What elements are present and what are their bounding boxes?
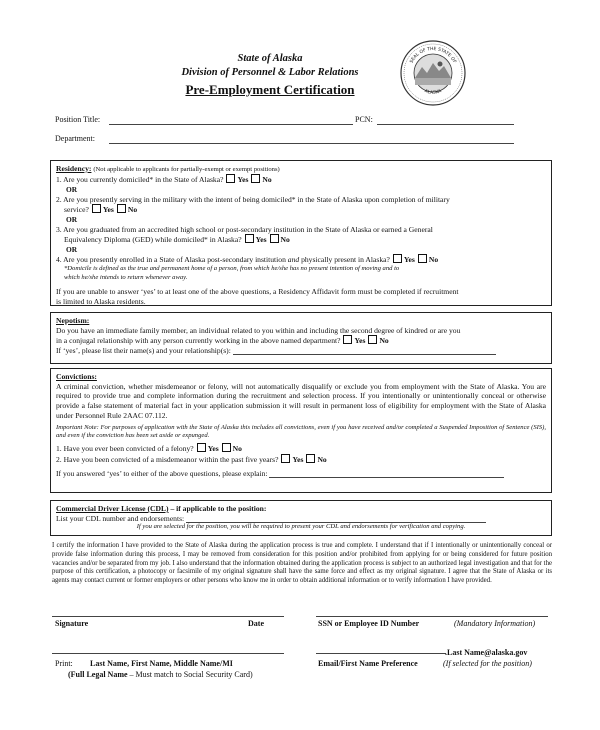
residency-q4-and: and [287, 255, 300, 265]
legal-name-tail: – Must match to Social Security Card) [129, 670, 253, 679]
yes-label: Yes [207, 444, 219, 454]
convictions-title: Convictions: [56, 372, 97, 381]
affidavit-line-1: If you are unable to answer ‘yes’ to at least one of the above questions, a Residency Affidavit form must be completed if recruitment [56, 287, 459, 297]
misdemeanor-no-checkbox[interactable] [306, 454, 315, 463]
residency-q4-yes-checkbox[interactable] [393, 254, 402, 263]
mandatory-note: (Mandatory Information) [454, 619, 536, 628]
residency-q2-no-checkbox[interactable] [117, 204, 126, 213]
or-label: OR [66, 185, 78, 195]
department-label: Department: [55, 134, 95, 143]
residency-section [50, 160, 552, 306]
convictions-q2: 2. Have you been convicted of a misdemeanor within the past five years? [56, 455, 279, 465]
cdl-section [50, 500, 552, 536]
or-label: OR [66, 244, 78, 254]
pcn-input[interactable] [377, 116, 514, 125]
email-domain: .Last Name@alaska.gov [445, 648, 528, 657]
no-label: No [379, 336, 389, 346]
residency-q2a: 2. Are you presently serving in the military with the intent of being domiciled* in the State of Alaska upon completion of military [56, 194, 450, 204]
residency-title: Residency: [56, 164, 92, 173]
cdl-note: If you are selected for the position, you will be required to present your CDL and endorsements for verification and copying. [136, 523, 466, 531]
no-label: No [317, 455, 327, 465]
misdemeanor-yes-checkbox[interactable] [281, 454, 290, 463]
felony-yes-checkbox[interactable] [197, 443, 206, 452]
convictions-explain: If you answered ‘yes’ to either of the above questions, please explain: [56, 468, 268, 478]
header-division: Division of Personnel & Labor Relations [181, 67, 359, 78]
position-title-label: Position Title: [55, 115, 101, 124]
header-state: State of Alaska [237, 53, 303, 64]
signature-input[interactable] [52, 608, 284, 617]
convictions-section [50, 368, 552, 493]
nepotism-no-checkbox[interactable] [368, 335, 377, 344]
email-prefix-input[interactable] [316, 645, 446, 654]
residency-q1-no-checkbox[interactable] [251, 174, 260, 183]
yes-label: Yes [354, 336, 366, 346]
residency-q4: 4. Are you presently enrolled in a State of Alaska post-secondary institution [56, 255, 286, 265]
nepotism-section [50, 312, 552, 364]
nepotism-yes-checkbox[interactable] [343, 335, 352, 344]
residency-q2b: service? [64, 205, 89, 215]
no-label: No [232, 444, 242, 454]
convictions-paragraph: A criminal conviction, whether misdemeanor or felony, will not automatically disqualify or exclude you from employment with the State of Alaska. You are required to provide true and complete information during the recruitment and selection process. If you intentionally or unintentionally conceal or otherwise provide a false statement of material fact in your application submission it will result in permanent loss of eligibility for employment with the State of Alaska under Personnel Rule 2AAC 07.112. [56, 381, 546, 420]
print-name-label: Last Name, First Name, Middle Name/MI [90, 659, 233, 668]
page-title: Pre-Employment Certification [185, 82, 355, 97]
no-label: No [428, 255, 439, 265]
date-label: Date [248, 619, 264, 628]
domicile-footnote-2: which he/she intends to return whenever away. [64, 273, 188, 281]
legal-name-bold: (Full Legal Name [68, 670, 128, 679]
no-label: No [280, 235, 290, 245]
email-label: Email/First Name Preference [318, 659, 418, 668]
affidavit-line-2: is limited to Alaska residents. [56, 296, 146, 306]
certification-text: I certify the information I have provided to the State of Alaska during the application process is true and complete. I understand that if I intentionally or unintentionally conceal or provide false information during this process, I may be removed from consideration for this position and/or prohibited from applying for or being considered for future position vacancies and/or be separated from my job. I also understand that the information obtained during the application process is subject to an authorized legal investigation and that for the purpose of this certification, a photocopy or facsimile of my original signature shall have the same force and effect as my original signature. I agree that the State of Alaska or its agents may contact current or former employers or other persons who know me in order to obtain additional information or to verify information I have provided. [52, 542, 552, 585]
yes-label: Yes [292, 455, 304, 465]
print-label: Print: [55, 659, 73, 668]
nepotism-title: Nepotism: [56, 316, 90, 325]
felony-no-checkbox[interactable] [222, 443, 231, 452]
cdl-number-input[interactable] [186, 515, 486, 523]
nepotism-line-2: in a conjugal relationship with any person currently working in the above named department? [56, 336, 341, 346]
yes-label: Yes [403, 255, 415, 265]
state-seal [400, 40, 466, 106]
seal-icon [400, 40, 466, 106]
pcn-label: PCN: [355, 115, 373, 124]
or-label: OR [66, 215, 78, 225]
residency-q3b: Equivalency Diploma (GED) while domiciled* in Alaska? [64, 235, 242, 245]
email-note: (If selected for the position) [443, 659, 532, 668]
yes-label: Yes [237, 175, 249, 185]
yes-label: Yes [102, 205, 114, 215]
ssn-input[interactable] [316, 608, 548, 617]
seal-top-text: SEAL OF THE STATE OF [409, 46, 457, 65]
convictions-q1: 1. Have you ever been convicted of a felony? [56, 444, 194, 454]
residency-subtitle: (Not applicable to applicants for partially-exempt or exempt positions) [93, 166, 280, 173]
nepotism-line-1: Do you have an immediate family member, an individual related to you within and including the second degree of kindred or are you [56, 325, 461, 335]
legal-name-note [68, 670, 253, 680]
cdl-line-1: List your CDL number and endorsements: [56, 513, 185, 523]
residency-q4-no-checkbox[interactable] [418, 254, 427, 263]
yes-label: Yes [255, 235, 267, 245]
cdl-title-tail: – if applicable to the position: [170, 504, 267, 513]
print-name-input[interactable] [52, 645, 284, 654]
residency-q2-yes-checkbox[interactable] [92, 204, 101, 213]
residency-q1-yes-checkbox[interactable] [226, 174, 235, 183]
residency-q3-no-checkbox[interactable] [270, 234, 279, 243]
position-title-input[interactable] [109, 116, 353, 125]
department-input[interactable] [109, 135, 514, 144]
ssn-label: SSN or Employee ID Number [318, 619, 420, 628]
nepotism-relationship-input[interactable] [233, 347, 496, 355]
convictions-explain-input[interactable] [269, 470, 504, 478]
residency-q3a: 3. Are you graduated from an accredited high school or post-secondary institution in the State of Alaska or earned a General [56, 224, 433, 234]
no-label: No [127, 205, 138, 215]
residency-q3-yes-checkbox[interactable] [245, 234, 254, 243]
convictions-important-note: Important Note: For purposes of application with the State of Alaska this includes all convictions, even if you have received and/or completed a Suspended Imposition of Sentence (SIS), and even if the conviction has been set aside or expunged. [56, 423, 546, 440]
domicile-footnote-1: *Domicile is defined as the true and permanent home of a person, from which he/she has no present intention of moving and to [64, 265, 400, 273]
residency-q4-tail: physically present in Alaska? [301, 255, 390, 265]
seal-bottom-text: ALASKA [423, 89, 443, 96]
cdl-title: Commercial Driver License (CDL) [56, 504, 169, 513]
signature-label: Signature [55, 619, 89, 628]
residency-q1: 1. Are you currently domiciled* in the State of Alaska? [56, 175, 224, 185]
nepotism-line-3: If ‘yes’, please list their name(s) and your relationship(s): [56, 346, 231, 356]
no-label: No [262, 175, 272, 185]
